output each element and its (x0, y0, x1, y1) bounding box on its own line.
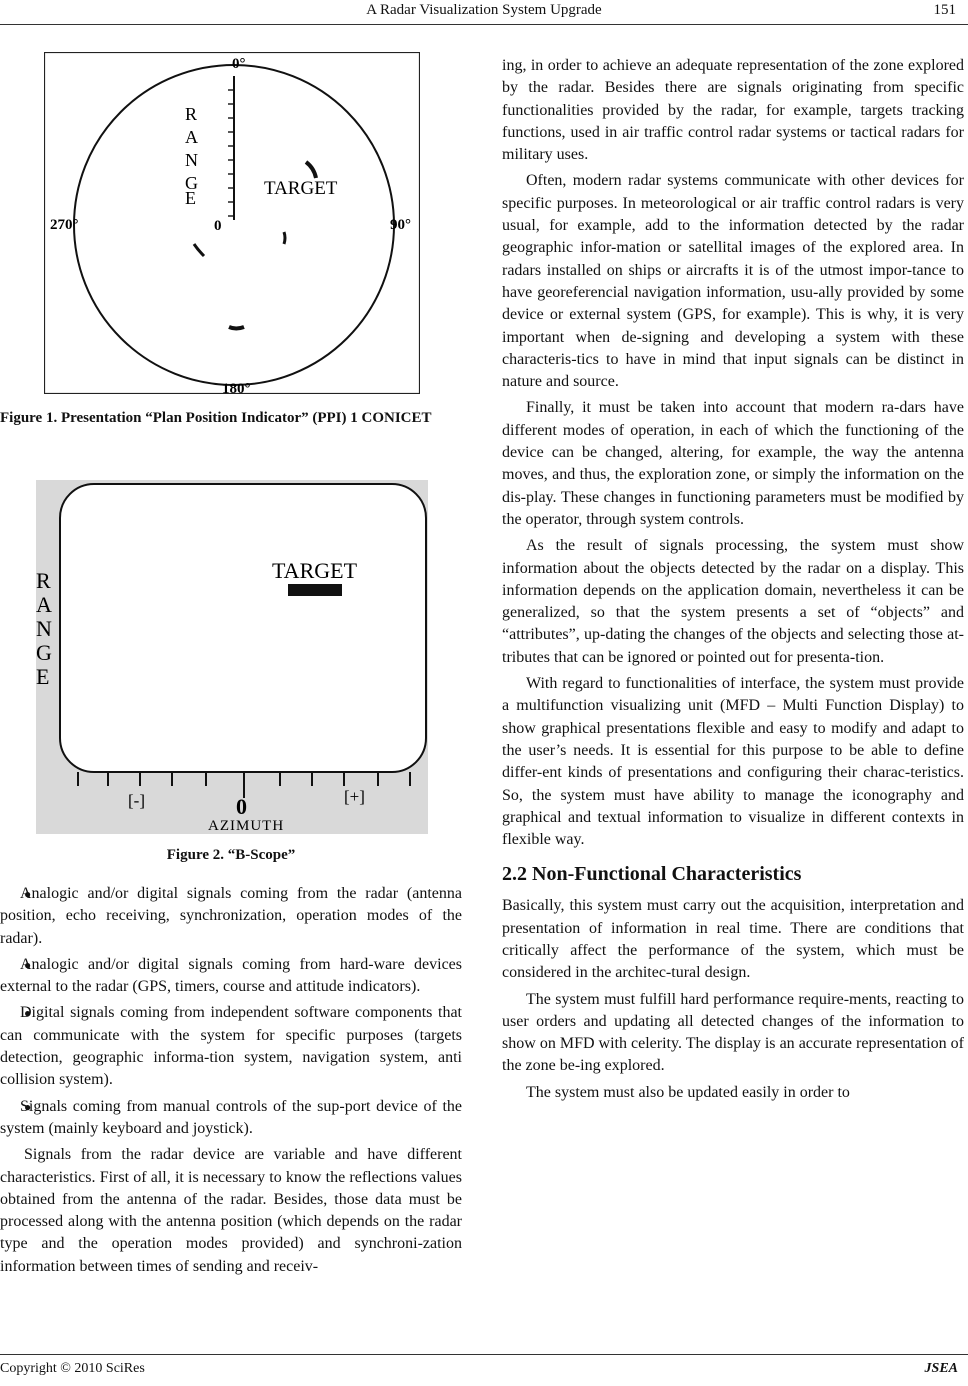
label-270-deg: 270° (50, 217, 79, 233)
body-paragraph: The system must also be updated easily in order to (526, 1083, 850, 1101)
copyright: Copyright © 2010 SciRes (0, 1361, 145, 1376)
body-paragraph: As the result of signals processing, the system must show information about the objects detected by the radar on a display. This information depends on the application domain, nevertheless it can be generalized, so that the system presents a set of “objects” and “attributes”, up-dating the changes of the objects and selecting those at-tributes that can be ignored or pointed out for presenta-tion. (502, 537, 964, 666)
bscope-target-blip (288, 584, 342, 596)
page-number: 151 (933, 2, 956, 18)
echo-2 (284, 232, 285, 244)
azimuth-label: AZIMUTH (208, 818, 285, 834)
echo-4 (229, 327, 244, 329)
body-paragraph: Often, modern radar systems communicate with other devices for specific purposes. In meteorological or air traffic control radars is very usual, for example, add to the information detected by the radar geographic infor-mation or satellital images of the explored area. In radars installed on ships or aircrafts it is of the utmost impor-tance to have georeferencial navigation information, usu-ally provided by some device or external system (GPS, for example). This is why, it is very important when de-signing and developing a system with these characteris-tics to have in mind that input signals can be distinct in nature and source. (502, 172, 964, 391)
azimuth-minus: [-] (128, 791, 145, 810)
label-0-deg: 0° (232, 56, 246, 72)
body-paragraph: Finally, it must be taken into account that modern ra-dars have different modes of operation, in each of which the functioning of the device can be changed, altering, for example, the way the antenna moves, and thus, the exploration zone, or simply the information on the dis-play. These changes in functioning parameters must be modified by the operator, through system controls. (502, 399, 964, 528)
range-letter-e: E (185, 188, 196, 208)
target-label: TARGET (264, 178, 338, 199)
right-column (502, 55, 964, 1108)
range-letter-g: G (185, 173, 198, 193)
body-paragraph: The system must fulfill hard performance require-ments, reacting to user orders and updating all detected changes of the information to show on MFD with celerity. The display is an accurate representation of the zone be-ing explored. (502, 990, 964, 1075)
figure-2-bscope (36, 480, 428, 834)
bullet-item: ● Analogic and/or digital signals coming from hard-ware devices external to the radar (GPS, timers, course and attitude indicators). (0, 954, 462, 999)
body-paragraph: With regard to functionalities of interface, the system must provide a multifunction visualizing unit (MFD – Multi Function Display) to show graphical presentations flexible and easy to modify and adapt to the user’s needs. It is essential for this purpose to be able to define differ-ent kinds of presentations and configuring their charac-teristics. So, the system must have ability to manage the iconography and graphical and textual information to visualize in different contexts in flexible way. (502, 675, 964, 849)
body-paragraph: Signals from the radar device are variable and have different characteristics. First of all, it is necessary to know the reflections values obtained from the antenna of the radar. Besides, those data must be processed along with the antenna position (which depends on the radar type and the operation modes provided) and synchroni-zation information between times of sending and receiv- (0, 1146, 462, 1275)
figure-2-caption: Figure 2. “B-Scope” (166, 847, 296, 863)
bscope-range-g: G (36, 640, 52, 665)
journal-name: JSEA (924, 1361, 958, 1376)
left-column (0, 883, 462, 1278)
body-paragraph: Basically, this system must carry out the acquisition, interpretation and presentation of information in real time. There are conditions that critically affect the performance of the system, which must be considered in the architec-tural design. (502, 897, 964, 982)
section-heading: 2.2 Non-Functional Characteristics (502, 863, 802, 886)
bullet-item: ● Digital signals coming from independent software components that can communicate with the system for specific purposes (targets detection, geographic informa-tion system, navigation system, anti collision system). (0, 1002, 462, 1091)
body-paragraph: ing, in order to achieve an adequate representation of the zone explored by the radar. Besides there are signals originating from specific functionalities provided by the radar, for example, targets tracking functions, used in air traffic control radar systems or tactical radars for military uses. (502, 57, 964, 164)
origin-label: 0 (214, 218, 222, 234)
range-letter-n: N (185, 150, 198, 170)
bullet-item: ● Signals coming from manual controls of the sup-port device of the system (mainly keyboard and joystick). (0, 1096, 462, 1141)
azimuth-zero: 0 (236, 794, 247, 819)
bscope-range-e: E (36, 664, 50, 689)
bullet-item: ● Analogic and/or digital signals coming from the radar (antenna position, echo receiving, synchronization, operation modes of the radar). (0, 883, 462, 950)
figure-1-caption: Figure 1. Presentation “Plan Position Indicator” (PPI) 1 CONICET (0, 410, 432, 426)
bscope-range-r: R (36, 568, 51, 593)
running-title: A Radar Visualization System Upgrade (366, 2, 602, 18)
figure-1-ppi (44, 52, 420, 394)
bscope-target-label: TARGET (272, 558, 358, 583)
range-letter-r: R (185, 104, 198, 124)
range-letter-a: A (185, 127, 198, 147)
footer-rule (0, 1354, 968, 1355)
header-rule (0, 24, 968, 25)
azimuth-plus: [+] (344, 787, 365, 806)
label-90-deg: 90° (390, 217, 411, 233)
bscope-range-n: N (36, 616, 52, 641)
scope-display (60, 484, 426, 772)
label-180-deg: 180° (222, 381, 251, 394)
bscope-range-a: A (36, 592, 52, 617)
